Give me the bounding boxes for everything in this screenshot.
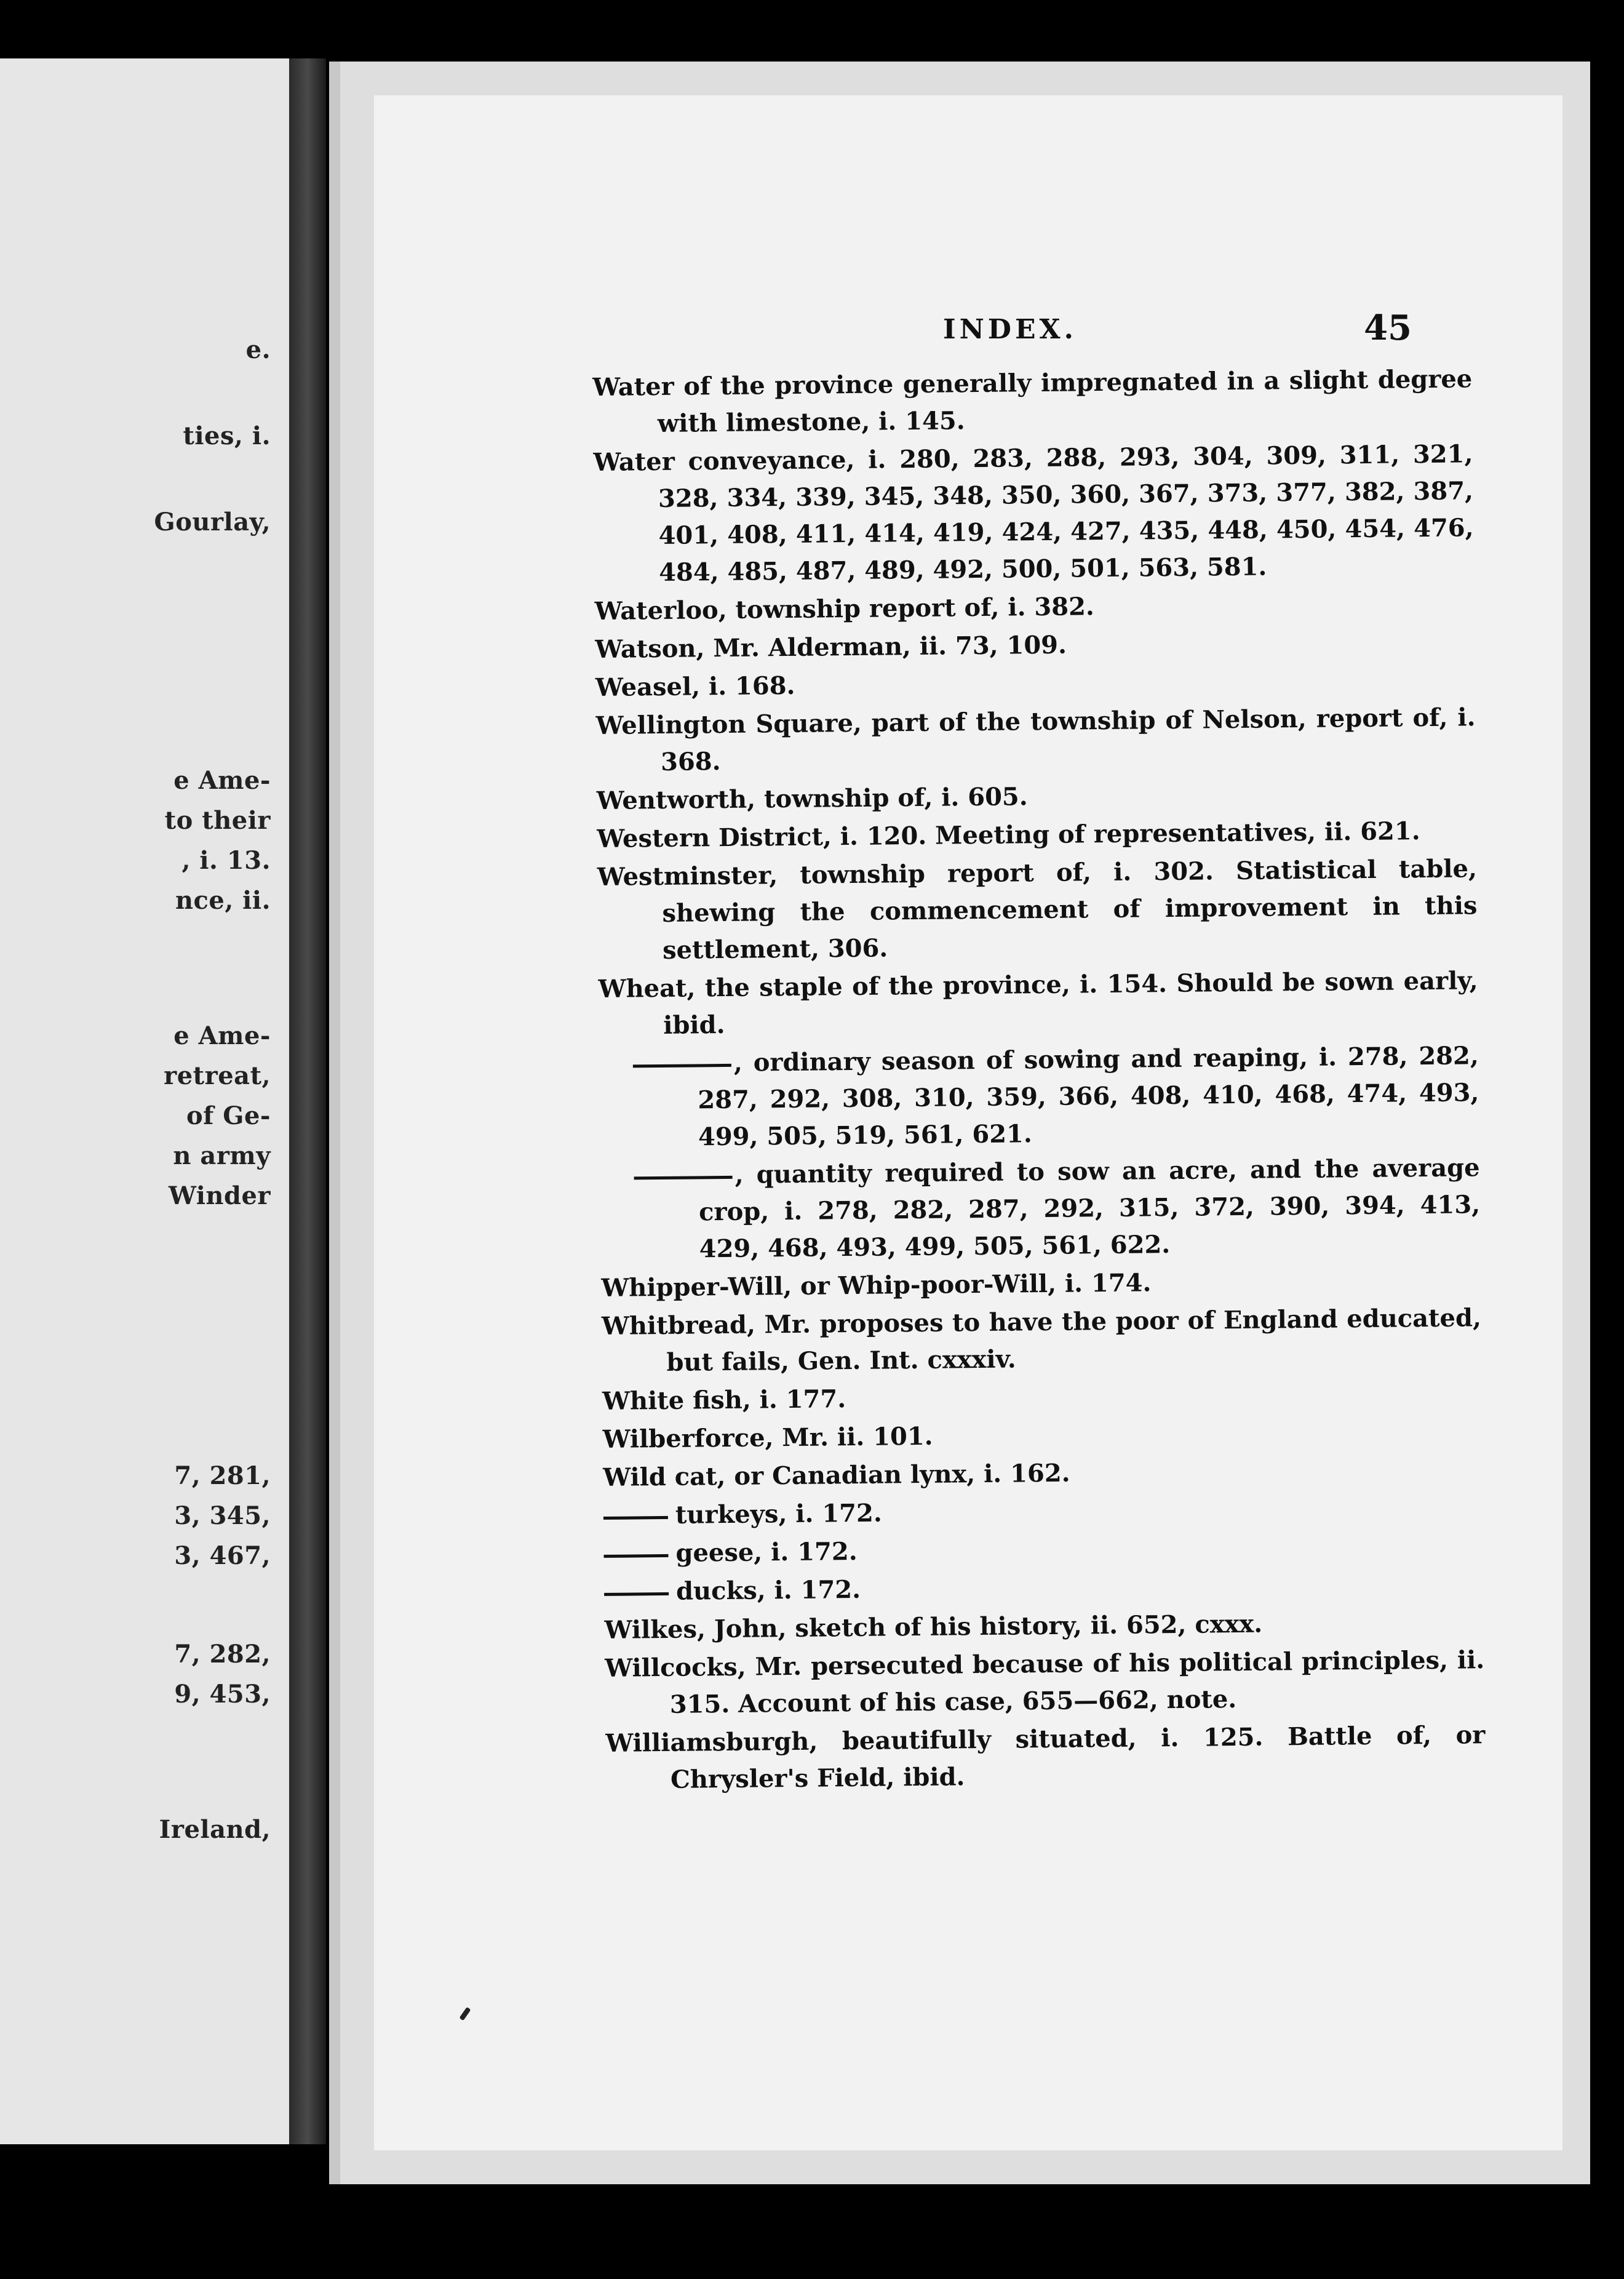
book-spine	[289, 58, 326, 2144]
page-number: 45	[1364, 308, 1412, 348]
facing-page-fragment: , i. 13.	[181, 846, 271, 875]
entry-text: Wilberforce, Mr. ii. 101.	[602, 1421, 933, 1454]
entry-text: Watson, Mr. Alderman, ii. 73, 109.	[595, 630, 1067, 664]
facing-page-fragment: 3, 467,	[174, 1541, 271, 1570]
index-subentry	[604, 1565, 1484, 1611]
facing-page-fragment: ties, i.	[183, 421, 271, 450]
index-entry	[602, 1375, 1483, 1420]
entry-text: Wilkes, John, sketch of his history, ii. 652, cxxx.	[604, 1609, 1263, 1645]
ditto-dash	[603, 1515, 668, 1519]
entry-text: , ordinary season of sowing and reaping, i. 278, 282, 287, 292, 308, 310, 359, 366, 408, 410, 468, 474, 493, 499, 505, 519, 561, 621.	[698, 1041, 1479, 1152]
index-entry	[593, 436, 1474, 592]
entry-text: Wentworth, township of, i. 605.	[596, 782, 1028, 815]
index-entry	[594, 585, 1475, 630]
facing-page-fragment: nce, ii.	[175, 886, 271, 915]
facing-page	[0, 58, 289, 2144]
facing-page-fragment: 7, 282,	[174, 1640, 271, 1669]
entry-text: , quantity required to sow an acre, and the average crop, i. 278, 282, 287, 292, 315, 372, 390, 394, 413, 429, 468, 493, 499, 505, 561, 622.	[698, 1153, 1481, 1264]
facing-page-fragment: retreat,	[164, 1061, 271, 1090]
running-title: INDEX.	[943, 314, 1077, 345]
index-entry	[605, 1642, 1485, 1724]
facing-page-fragment: Ireland,	[159, 1815, 271, 1844]
index-entry	[592, 361, 1473, 443]
index-entry	[601, 1261, 1481, 1307]
entry-text: Weasel, i. 168.	[595, 671, 795, 702]
index-entry	[597, 850, 1478, 970]
entry-text: Water of the province generally impregnated in a slight degree with limestone, i. 145.	[592, 364, 1473, 438]
entry-text: Willcocks, Mr. persecuted because of his political principles, ii. 315. Account of his case, 655—662, note.	[605, 1645, 1485, 1719]
ditto-dash	[604, 1592, 669, 1595]
entry-text: Wheat, the staple of the province, i. 154. Should be sown early, ibid.	[598, 966, 1478, 1040]
entry-text: Water conveyance, i. 280, 283, 288, 293, 304, 309, 311, 321, 328, 334, 339, 345, 348, 350, 360, 367, 373, 377, 382, 387, 401, 408, 411, 414, 419, 424, 427, 435, 448, 450, 454, 476, 484, 485, 487, 489, 492, 500, 501, 563, 581.	[593, 439, 1474, 587]
entry-text: Wellington Square, part of the township of Nelson, report of, i. 368.	[595, 703, 1476, 776]
index-page	[329, 62, 1590, 2184]
facing-page-fragment: n army	[173, 1141, 271, 1170]
entry-text: geese, i. 172.	[675, 1536, 858, 1568]
index-entry	[603, 1451, 1483, 1496]
index-entry	[595, 661, 1476, 706]
index-entry	[598, 962, 1478, 1045]
index-subentry	[603, 1489, 1484, 1535]
index-subentry	[599, 1037, 1480, 1157]
index-entry	[605, 1717, 1486, 1799]
index-entry	[596, 774, 1476, 820]
index-subentry	[603, 1527, 1484, 1573]
entry-text: Western District, i. 120. Meeting of representatives, ii. 621.	[597, 816, 1420, 853]
facing-page-fragment: Winder	[169, 1181, 271, 1210]
facing-page-fragment: Gourlay,	[154, 508, 271, 537]
index-entry	[597, 812, 1477, 858]
facing-page-fragment: of Ge-	[186, 1101, 271, 1130]
page-sheet	[374, 95, 1562, 2150]
facing-page-fragment: 7, 281,	[174, 1461, 271, 1490]
entry-text: turkeys, i. 172.	[675, 1498, 882, 1530]
entry-text: Whitbread, Mr. proposes to have the poor of England educated, but fails, Gen. Int. cxxxiv.	[601, 1303, 1482, 1377]
facing-page-fragment: e.	[245, 335, 271, 364]
facing-page-fragment: to their	[164, 806, 271, 835]
page-header	[374, 308, 1562, 357]
ditto-dash	[633, 1063, 731, 1068]
index-entry	[595, 623, 1475, 668]
facing-page-fragment: 9, 453,	[174, 1680, 271, 1709]
entry-text: Waterloo, township report of, i. 382.	[594, 592, 1095, 626]
index-entry	[595, 699, 1476, 781]
index-subentry	[600, 1149, 1481, 1269]
facing-page-fragment: e Ame-	[173, 1021, 271, 1050]
ditto-dash	[634, 1175, 733, 1179]
index-entry	[602, 1299, 1482, 1382]
facing-page-fragment: e Ame-	[173, 766, 271, 795]
entry-text: Williamsburgh, beautifully situated, i. 125. Battle of, or Chrysler's Field, ibid.	[605, 1720, 1486, 1794]
entry-text: White fish, i. 177.	[602, 1384, 846, 1416]
index-entry	[604, 1603, 1484, 1649]
ditto-dash	[603, 1554, 668, 1557]
facing-page-fragment: 3, 345,	[174, 1501, 271, 1530]
index-entry	[602, 1413, 1483, 1458]
index-entries	[592, 361, 1486, 1799]
entry-text: ducks, i. 172.	[675, 1575, 861, 1606]
entry-text: Whipper-Will, or Whip-poor-Will, i. 174.	[601, 1268, 1152, 1303]
entry-text: Westminster, township report of, i. 302. Statistical table, shewing the commencement of improvement in this settlement, 306.	[597, 854, 1478, 965]
entry-text: Wild cat, or Canadian lynx, i. 162.	[603, 1458, 1070, 1492]
